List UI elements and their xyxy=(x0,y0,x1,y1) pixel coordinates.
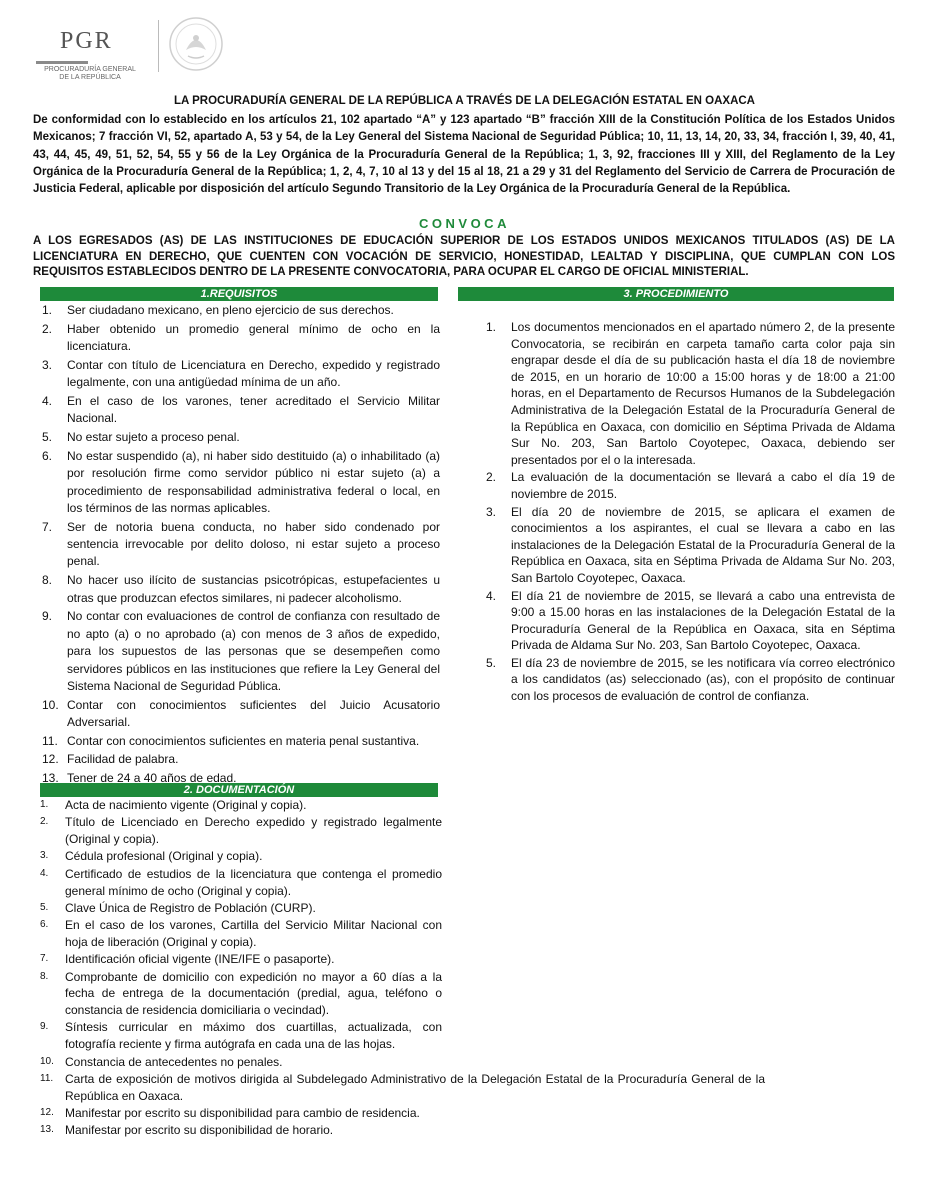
item-number: 5. xyxy=(486,655,497,670)
list-item xyxy=(40,917,442,950)
item-text: Constancia de antecedentes no penales. xyxy=(65,1054,283,1069)
item-text: Comprobante de domicilio con expedición no mayor a 60 días a la fecha de entrega de la documentación (predial, agua, teléfono o constancia de residencia domiciliaria o vecindad). xyxy=(65,969,442,1018)
item-number: 7. xyxy=(42,519,53,534)
header xyxy=(30,14,240,81)
list-item xyxy=(40,866,442,899)
item-number: 2. xyxy=(42,321,53,336)
item-number: 7. xyxy=(40,953,49,965)
item-text: Clave Única de Registro de Población (CURP). xyxy=(65,900,316,915)
item-text: Síntesis curricular en máximo dos cuartillas, actualizada, con fotografía reciente y firma autógrafa en cada una de las hojas. xyxy=(65,1020,442,1052)
header-divider xyxy=(158,20,159,72)
item-text: Título de Licenciado en Derecho expedido y registrado legalmente (Original y copia). xyxy=(65,815,442,847)
list-item xyxy=(40,814,442,847)
item-text: No hacer uso ilícito de sustancias psicotrópicas, estupefacientes u otras que produzcan efectos similares, ni padecer alcoholismo. xyxy=(67,573,440,605)
list-item xyxy=(40,1122,442,1139)
list-item xyxy=(40,1054,442,1071)
list-item xyxy=(42,751,440,768)
list-item xyxy=(40,1019,442,1052)
list-item xyxy=(40,848,442,865)
item-number: 2. xyxy=(486,470,497,485)
item-number: 12. xyxy=(40,1106,54,1118)
item-number: 12. xyxy=(42,752,59,767)
list-item xyxy=(486,319,895,468)
item-number: 4. xyxy=(486,588,497,603)
requisitos-list xyxy=(42,302,440,789)
list-item xyxy=(42,321,440,356)
item-number: 3. xyxy=(486,504,497,519)
pgr-logo xyxy=(30,14,150,81)
item-number: 9. xyxy=(42,609,53,624)
item-number: 3. xyxy=(42,357,53,372)
item-number: 4. xyxy=(40,867,49,879)
item-text: Los documentos mencionados en el apartado número 2, de la presente Convocatoria, se recibirán en carpeta tamaño carta color paja sin engrapar desde el día de su publicación hasta el día 18 de noviembre de 2015, en un horario de 10:00 a 15:00 horas y de 18:00 a 21:00 horas, en el Departamento de Recursos Humanos de la Subdelegación Administrativa de la Delegación Estatal de la Procuraduría General de la República en Oaxaca, con domicilio en Séptima Privada de Aldama Sur No. 203, San Bartolo Coyotepec, Oaxaca, debiendo ser presentados por el o la interesada. xyxy=(511,320,895,467)
requisitos-heading: 1.REQUISITOS xyxy=(40,287,438,301)
national-seal-icon xyxy=(168,16,224,72)
item-text: Carta de exposición de motivos dirigida al Subdelegado Administrativo de la Delegación Estatal de la Procuraduría General de la República en Oaxaca. xyxy=(65,1071,765,1103)
list-item xyxy=(40,1105,442,1122)
item-number: 13. xyxy=(42,771,59,786)
list-item xyxy=(40,969,442,1019)
item-text: Haber obtenido un promedio general mínimo de ocho en la licenciatura. xyxy=(67,321,440,354)
list-item xyxy=(42,448,440,518)
item-number: 10. xyxy=(40,1055,54,1067)
list-item xyxy=(42,357,440,392)
item-text: No estar sujeto a proceso penal. xyxy=(67,430,240,445)
item-text: Cédula profesional (Original y copia). xyxy=(65,849,263,864)
item-text: El día 23 de noviembre de 2015, se les notificara vía correo electrónico a los candidatos (as) seleccionado (as), con el propósito de continuar con los procesos de evaluación de control de confianza. xyxy=(511,655,895,704)
list-item xyxy=(42,393,440,428)
item-text: En el caso de los varones, tener acreditado el Servicio Militar Nacional. xyxy=(67,393,440,426)
item-text: El día 21 de noviembre de 2015, se llevará a cabo una entrevista de 9:00 a 15.00 horas en las instalaciones de la Delegación Estatal de la Procuraduría General de la República en Oaxaca, sita en Séptima Privada de Aldama Sur No. 203, San Bartolo Coyotepec, Oaxaca. xyxy=(511,588,895,653)
item-text: Contar con título de Licenciatura en Derecho, expedido y registrado legalmente, con una antigüedad mínima de un año. xyxy=(67,357,440,390)
item-number: 10. xyxy=(42,697,59,712)
item-number: 1. xyxy=(486,320,497,334)
item-text: En el caso de los varones, Cartilla del Servicio Militar Nacional con hoja de liberación (Original y copia). xyxy=(65,918,442,949)
list-item xyxy=(486,504,895,587)
item-text: Ser ciudadano mexicano, en pleno ejercicio de sus derechos. xyxy=(67,303,394,317)
list-item xyxy=(40,1071,765,1104)
item-text: No contar con evaluaciones de control de confianza con resultado de no apto (a) o no aprobado (a) con menos de 3 años de expedido, para los supuestos de las personas que se desempeñen como servidores públicos en las instituciones que refiere la Ley General del Sistema Nacional de Seguridad Pública. xyxy=(67,609,440,693)
item-text: Facilidad de palabra. xyxy=(67,752,179,767)
item-text: No estar suspendido (a), ni haber sido destituido (a) o inhabilitado (a) por resolución firme como servidor público ni estar sujeto (a) a procedimiento de responsabilidad administrativa federal o local, en los términos de las normas aplicables. xyxy=(67,448,440,515)
list-item xyxy=(486,588,895,654)
list-item xyxy=(42,697,440,732)
list-item xyxy=(42,302,440,319)
item-number: 4. xyxy=(42,393,53,408)
item-number: 6. xyxy=(40,919,49,931)
item-number: 5. xyxy=(40,901,49,913)
item-number: 11. xyxy=(42,733,58,748)
item-text: Manifestar por escrito su disponibilidad para cambio de residencia. xyxy=(65,1105,420,1120)
item-text: Manifestar por escrito su disponibilidad de horario. xyxy=(65,1123,334,1138)
item-number: 5. xyxy=(42,430,53,445)
list-item xyxy=(40,951,442,968)
list-item xyxy=(40,900,442,917)
item-number: 6. xyxy=(42,448,53,463)
item-text: Contar con conocimientos suficientes del Juicio Acusatorio Adversarial. xyxy=(67,697,440,730)
item-text: Acta de nacimiento vigente (Original y copia). xyxy=(65,798,307,812)
list-item xyxy=(40,797,442,814)
item-number: 11. xyxy=(40,1072,54,1084)
item-text: Contar con conocimientos suficientes en materia penal sustantiva. xyxy=(67,733,420,748)
convoca-paragraph: A LOS EGRESADOS (AS) DE LAS INSTITUCIONES DE EDUCACIÓN SUPERIOR DE LOS ESTADOS UNIDOS MEXICANOS TITULADOS (AS) DE LA LICENCIATURA EN DERECHO, QUE CUENTEN CON VOCACIÓN DE SERVICIO, HONESTIDAD, LEALTAD Y DISCIPLINA, QUE CUMPLAN CON LOS REQUISITOS ESTABLECIDOS DENTRO DE LA PRESENTE CONVOCATORIA, PARA OCUPAR EL CARGO DE OFICIAL MINISTERIAL. xyxy=(33,235,895,278)
logo-acronym: PGR xyxy=(60,28,113,54)
item-number: 3. xyxy=(40,850,49,862)
item-number: 13. xyxy=(40,1124,54,1136)
item-number: 1. xyxy=(42,303,53,317)
logo-bar xyxy=(36,61,88,64)
convoca-heading: CONVOCA xyxy=(419,216,510,231)
list-item xyxy=(42,733,440,750)
item-text: Ser de notoria buena conducta, no haber sido condenado por sentencia irrevocable por delito doloso, ni estar sujeto a proceso penal. xyxy=(67,519,440,569)
list-item xyxy=(42,770,440,787)
item-text: El día 20 de noviembre de 2015, se aplicara el examen de conocimientos a los aspirantes, el cual se llevara a cabo en las instalaciones de la Delegación Estatal de la Procuraduría General de la República en Oaxaca, sita en Séptima Privada de Aldama Sur No. 203, San Bartolo Coyotepec, Oaxaca. xyxy=(511,504,895,585)
item-text: Tener de 24 a 40 años de edad. xyxy=(67,771,237,786)
procedimiento-list xyxy=(486,319,895,706)
procedimiento-heading: 3. PROCEDIMIENTO xyxy=(458,287,894,301)
list-item xyxy=(42,519,440,571)
item-text: Identificación oficial vigente (INE/IFE o pasaporte). xyxy=(65,952,335,967)
item-number: 9. xyxy=(40,1021,49,1033)
logo-subtitle: PROCURADURÍA GENERAL DE LA REPÚBLICA xyxy=(44,66,136,81)
list-item xyxy=(486,469,895,502)
list-item xyxy=(42,608,440,695)
document-title: LA PROCURADURÍA GENERAL DE LA REPÚBLICA A TRAVÉS DE LA DELEGACIÓN ESTATAL EN OAXACA xyxy=(174,95,755,107)
item-number: 8. xyxy=(42,573,53,588)
list-item xyxy=(486,655,895,705)
item-number: 8. xyxy=(40,970,49,982)
list-item xyxy=(42,572,440,607)
documentacion-list xyxy=(40,797,765,1140)
item-text: La evaluación de la documentación se llevará a cabo el día 19 de noviembre de 2015. xyxy=(511,470,895,501)
item-text: Certificado de estudios de la licenciatura que contenga el promedio general mínimo de ocho (Original y copia). xyxy=(65,866,442,898)
list-item xyxy=(42,429,440,446)
item-number: 1. xyxy=(40,799,49,810)
item-number: 2. xyxy=(40,816,49,828)
legal-basis-paragraph: De conformidad con lo establecido en los artículos 21, 102 apartado “A” y 123 apartado “B” fracción XIII de la Constitución Política de los Estados Unidos Mexicanos; 7 fracción VI, 52, apartado A, 53 y 54, de la Ley General del Sistema Nacional de Seguridad Pública; 10, 11, 13, 14, 20, 33, 34, fracción I, 39, 40, 41, 43, 44, 45, 49, 51, 52, 54, 55 y 56 de la Ley Orgánica de la Procuraduría General de la República; 1, 3, 92, fracciones III y XIII, del Reglamento de la Ley Orgánica de la Procuraduría General de la República; 1, 2, 4, 7, 10 al 13 y del 15 al 18, 21 a 29 y 31 del Reglamento del Servicio de Carrera de Procuración de Justicia Federal, aplicable por disposición del artículo Segundo Transitorio de la Ley Orgánica de la Procuraduría General de la República. xyxy=(33,114,895,196)
documentacion-heading: 2. DOCUMENTACIÓN xyxy=(40,783,438,797)
